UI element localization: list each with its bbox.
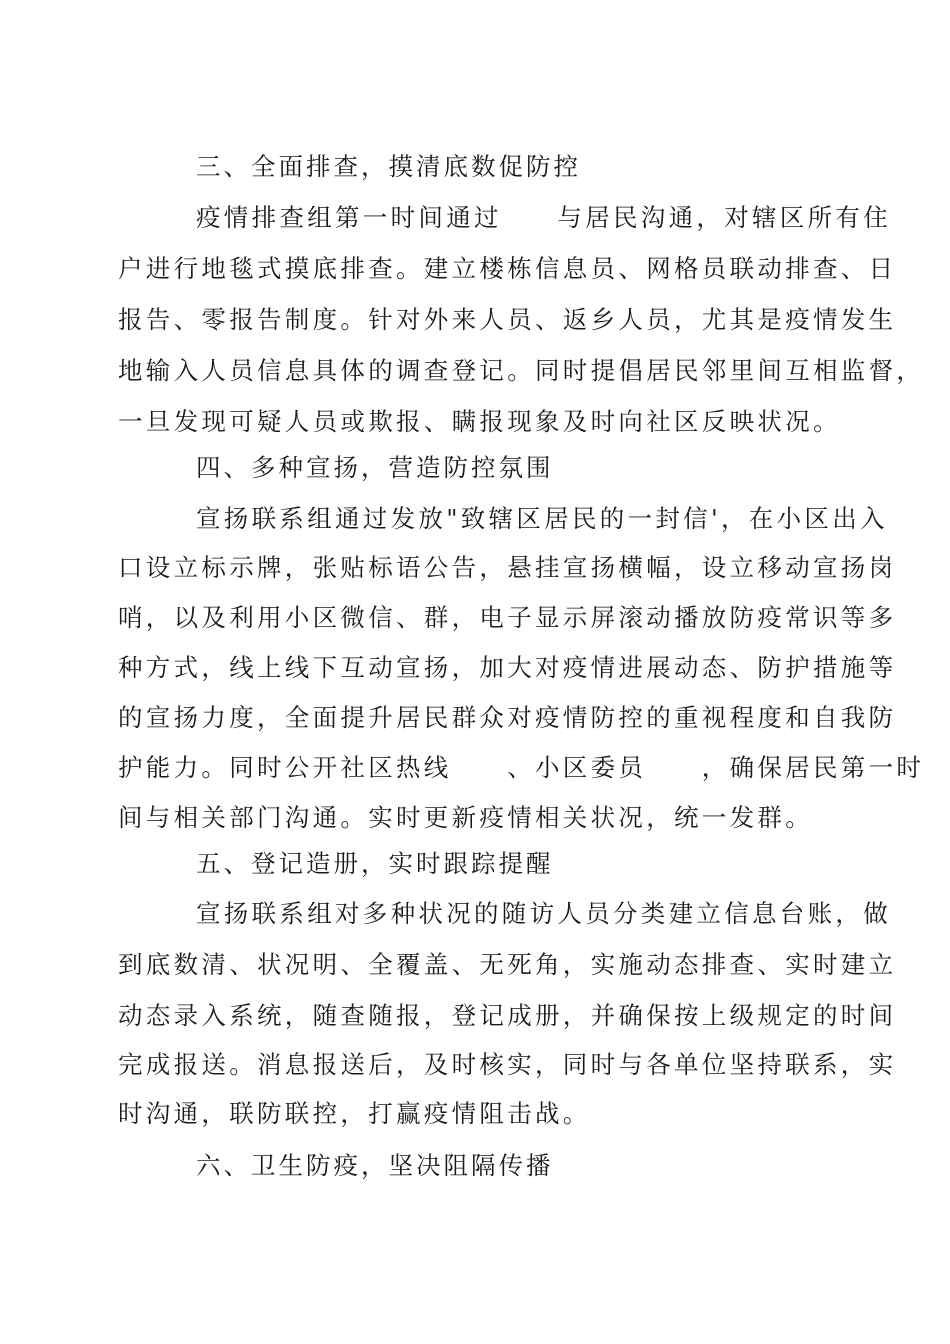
- paragraph-line: 户进行地毯式摸底排查。建立楼栋信息员、网格员联动排查、日: [118, 254, 897, 283]
- paragraph-line: 时沟通，联防联控，打赢疫情阻击战。: [118, 1099, 591, 1128]
- paragraph-line: 完成报送。消息报送后，及时核实，同时与各单位坚持联系，实: [118, 1050, 897, 1079]
- paragraph-line: 到底数清、状况明、全覆盖、无死角，实施动态排查、实时建立: [118, 950, 897, 979]
- paragraph-line: 疫情排查组第一时间通过 与居民沟通，对辖区所有住: [196, 203, 891, 232]
- paragraph-line: 的宣扬力度，全面提升居民群众对疫情防控的重视程度和自我防: [118, 703, 897, 732]
- paragraph-line: 口设立标示牌，张贴标语公告，悬挂宣扬横幅，设立移动宣扬岗: [118, 553, 897, 582]
- paragraph-line: 一旦发现可疑人员或欺报、瞒报现象及时向社区反映状况。: [118, 407, 841, 436]
- section-heading-3: 三、全面排查，摸清底数促防控: [196, 152, 581, 181]
- paragraph-line: 宣扬联系组通过发放"致辖区居民的一封信'，在小区出入: [196, 504, 888, 533]
- paragraph-line: 报告、零报告制度。针对外来人员、返乡人员，尤其是疫情发生: [118, 305, 897, 334]
- paragraph-line: 地输入人员信息具体的调查登记。同时提倡居民邻里间互相监督，: [118, 356, 925, 385]
- paragraph-line: 动态录入系统，随查随报，登记成册，并确保按上级规定的时间: [118, 1001, 897, 1030]
- section-heading-5: 五、登记造册，实时跟踪提醒: [196, 849, 554, 878]
- paragraph-line: 哨，以及利用小区微信、群，电子显示屏滚动播放防疫常识等多: [118, 603, 897, 632]
- paragraph-line: 种方式，线上线下互动宣扬，加大对疫情进展动态、防护措施等: [118, 653, 897, 682]
- paragraph-line: 宣扬联系组对多种状况的随访人员分类建立信息台账，做: [196, 899, 891, 928]
- paragraph-line: 间与相关部门沟通。实时更新疫情相关状况，统一发群。: [118, 803, 813, 832]
- paragraph-line: 护能力。同时公开社区热线 、小区委员 ，确保居民第一时: [118, 753, 925, 782]
- section-heading-4: 四、多种宣扬，营造防控氛围: [196, 453, 554, 482]
- section-heading-6: 六、卫生防疫，坚决阻隔传播: [196, 1151, 554, 1180]
